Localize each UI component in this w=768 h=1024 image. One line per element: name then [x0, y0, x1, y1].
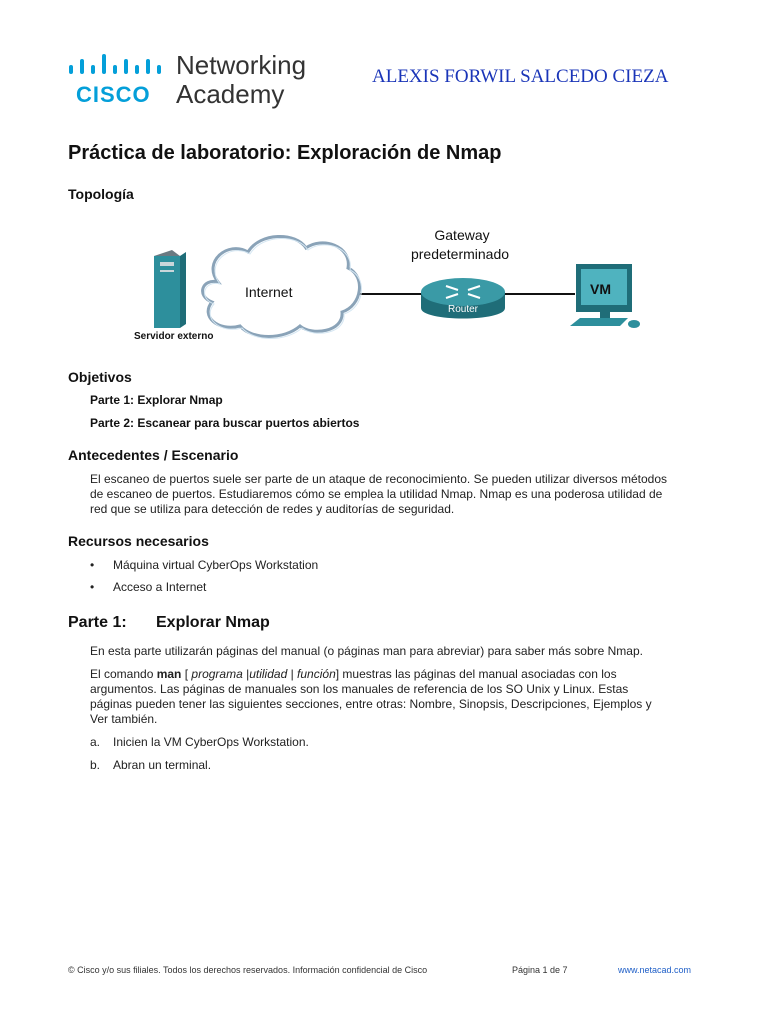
objectives-heading: Objetivos [68, 369, 132, 385]
step-label: b. [90, 758, 101, 772]
part1-title: Explorar Nmap [156, 614, 270, 631]
footer-page-number: Página 1 de 7 [512, 965, 568, 975]
text-run: El comando [90, 667, 157, 681]
step-label: a. [90, 735, 101, 749]
objective-item: Parte 1: Explorar Nmap [90, 393, 223, 407]
text-run: | [242, 667, 250, 681]
list-item-text: Máquina virtual CyberOps Workstation [113, 558, 319, 572]
text-run: | [287, 667, 298, 681]
man-arg: utilidad [249, 667, 288, 681]
text-run: ] muestras las páginas del manual asociadas con los [335, 667, 617, 681]
resources-list [90, 558, 318, 602]
paragraph-line: argumentos. Las páginas de manuales son los manuales de referencia de los SO Unix y Linux. Estas [90, 682, 629, 696]
resources-heading: Recursos necesarios [68, 533, 209, 549]
topology-heading: Topología [68, 186, 134, 202]
footer-url-link[interactable]: www.netacad.com [618, 965, 692, 975]
part1-heading [68, 614, 270, 632]
gateway-label-2: predeterminado [410, 246, 510, 262]
man-arg: función [297, 667, 336, 681]
man-paragraph [90, 667, 700, 727]
part1-number: Parte 1: [68, 614, 127, 631]
paragraph-line: Ver también. [90, 712, 158, 726]
man-arg: programa [191, 667, 243, 681]
list-item [90, 558, 318, 580]
paragraph-line: de escaneo de puertos. Estudiaremos cómo se emplea la utilidad Nmap. Nmap es una poderosa utilidad de [90, 487, 663, 501]
background-heading: Antecedentes / Escenario [68, 447, 239, 463]
objective-item: Parte 2: Escanear para buscar puertos abiertos [90, 416, 360, 430]
topology-diagram [120, 222, 660, 352]
paragraph-line [90, 667, 700, 682]
page-title: Práctica de laboratorio: Exploración de Nmap [68, 142, 502, 164]
man-command: man [156, 667, 182, 681]
background-paragraph [90, 472, 700, 517]
list-item [90, 580, 318, 602]
paragraph-line: El escaneo de puertos suele ser parte de un ataque de reconocimiento. Se pueden utilizar diversos métodos [90, 472, 668, 486]
logo-academy-text: Academy [176, 79, 285, 109]
router-label: Router [447, 304, 479, 315]
paragraph-line: red que se utiliza para detección de redes y auditorías de seguridad. [90, 502, 455, 516]
step-text: Inicien la VM CyberOps Workstation. [113, 735, 309, 749]
step-item [90, 735, 309, 749]
vm-label: VM [590, 281, 611, 297]
cisco-networking-academy-logo [68, 50, 318, 112]
footer-copyright: © Cisco y/o sus filiales. Todos los derechos reservados. Información confidencial de Cisco [68, 965, 428, 975]
step-text: Abran un terminal. [113, 758, 212, 772]
internet-label: Internet [245, 284, 293, 300]
list-item-text: Acceso a Internet [113, 580, 207, 594]
server-icon [154, 250, 186, 328]
bullet-icon: • [90, 580, 95, 594]
bullet-icon: • [90, 558, 95, 572]
cisco-wordmark: CISCO [76, 82, 151, 107]
gateway-label: Gateway [434, 227, 490, 243]
cisco-bridge-logo-icon [68, 54, 168, 80]
step-item [90, 758, 211, 772]
text-run: [ [181, 667, 192, 681]
author-name: ALEXIS FORWIL SALCEDO CIEZA [372, 66, 669, 87]
logo-networking-text: Networking [176, 50, 307, 80]
server-label: Servidor externo [134, 331, 214, 342]
paragraph-line: páginas pueden tener las siguientes secciones, entre otras: Nombre, Sinopsis, Descripciones, Ejemplos y [90, 697, 652, 711]
part1-intro: En esta parte utilizarán páginas del manual (o páginas man para abreviar) para saber más sobre Nmap. [90, 644, 643, 658]
